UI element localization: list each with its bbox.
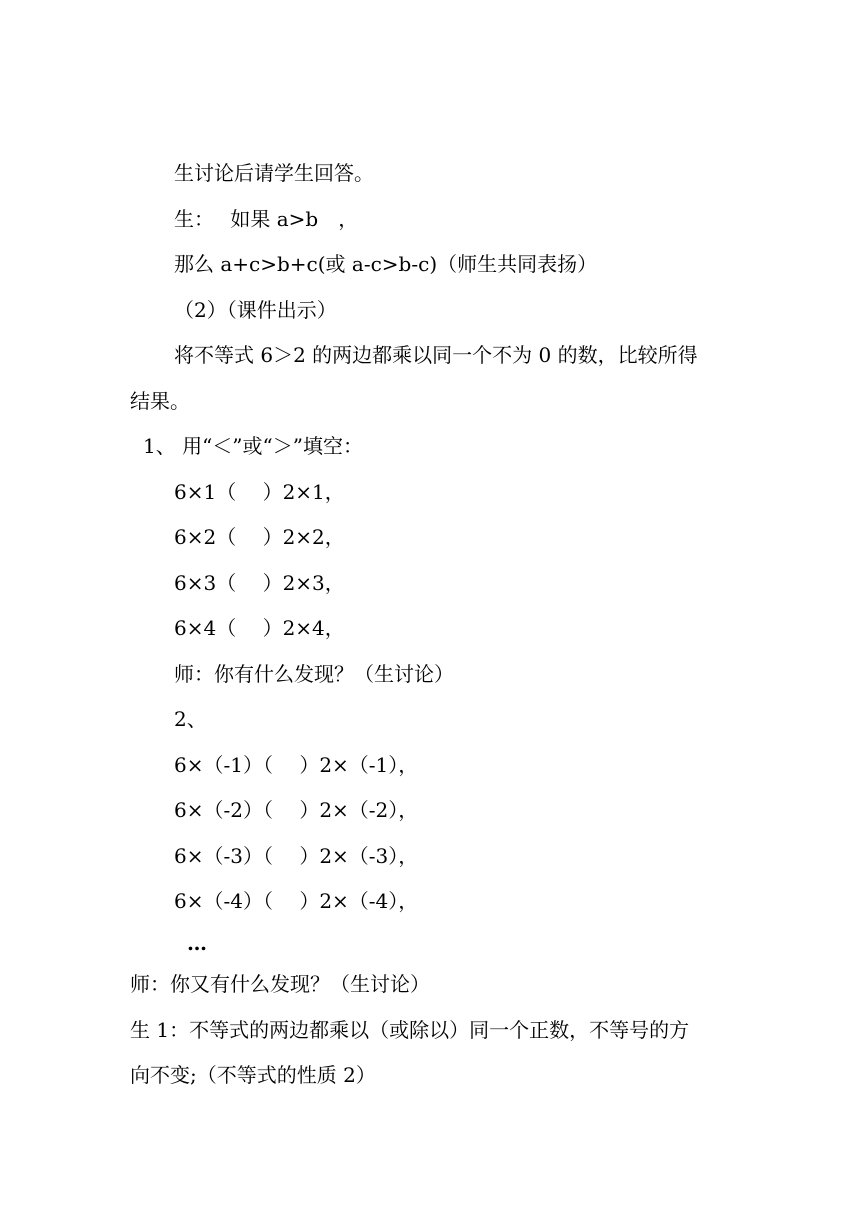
text-line: 6×（-3）（ ）2×（-3）， [174, 844, 419, 868]
text-line: 6×2（ ）2×2， [174, 525, 345, 549]
text-line: 6×（-1）（ ）2×（-1）， [174, 753, 419, 777]
text-line: 6×3（ ）2×3， [174, 571, 345, 595]
text-line: … [187, 931, 207, 955]
text-line: 生 1：不等式的两边都乘以（或除以）同一个正数，不等号的方 [130, 1018, 690, 1042]
text-line: 向不变;（不等式的性质 2） [130, 1063, 376, 1087]
text-line: 2、 [174, 707, 207, 731]
text-line: 6×4（ ）2×4， [174, 616, 345, 640]
text-line: 师：你有什么发现？（生讨论） [174, 662, 454, 686]
text-line: 6×1（ ）2×1， [174, 480, 345, 504]
text-line: 6×（-4）（ ）2×（-4）， [174, 889, 419, 913]
text-line: 生讨论后请学生回答。 [174, 161, 374, 185]
text-line: 6×（-2）（ ）2×（-2）， [174, 798, 419, 822]
text-line: 那么 a+c>b+c(或 a-c>b-c)（师生共同表扬） [174, 252, 598, 276]
text-line: 师：你又有什么发现？（生讨论） [130, 972, 430, 996]
text-line: 生： 如果 a>b ， [174, 207, 359, 231]
text-line: （2）（课件出示） [174, 298, 337, 322]
text-line: 将不等式 6＞2 的两边都乘以同一个不为 0 的数，比较所得 [174, 343, 698, 367]
text-line: 结果。 [130, 389, 190, 413]
text-line: 1、 用“＜”或“＞”填空： [143, 434, 363, 458]
